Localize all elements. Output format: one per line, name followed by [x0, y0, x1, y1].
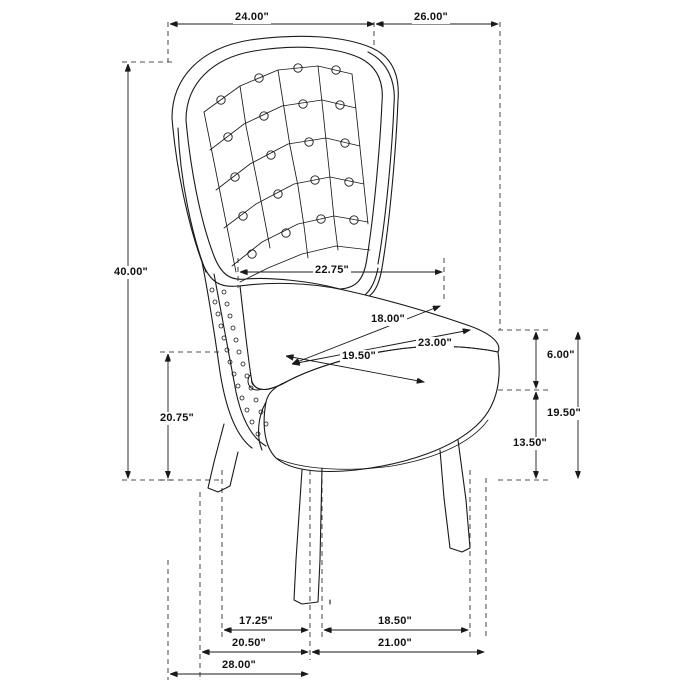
dim-seat-diagonal: 19.50"	[342, 350, 376, 362]
dim-seat-back-width: 22.75"	[315, 264, 349, 276]
dim-base-width-18: 18.50"	[378, 615, 412, 627]
dim-seat-thickness: 6.00"	[547, 349, 575, 361]
dim-seat-width-23: 23.00"	[418, 337, 452, 349]
dim-overall-height: 40.00"	[114, 266, 148, 278]
dim-top-width-right: 26.00"	[414, 11, 448, 23]
dim-base-depth-20: 20.50"	[232, 637, 266, 649]
dim-overall-depth: 28.00"	[222, 659, 256, 671]
dim-leg-height: 13.50"	[513, 437, 547, 449]
dim-base-depth-17: 17.25"	[239, 615, 273, 627]
dim-arm-height: 20.75"	[160, 412, 194, 424]
dim-top-width-left: 24.00"	[235, 11, 269, 23]
dim-seat-height: 19.50"	[547, 407, 581, 419]
dim-seat-depth-18: 18.00"	[371, 313, 405, 325]
dim-base-width-21: 21.00"	[378, 637, 412, 649]
